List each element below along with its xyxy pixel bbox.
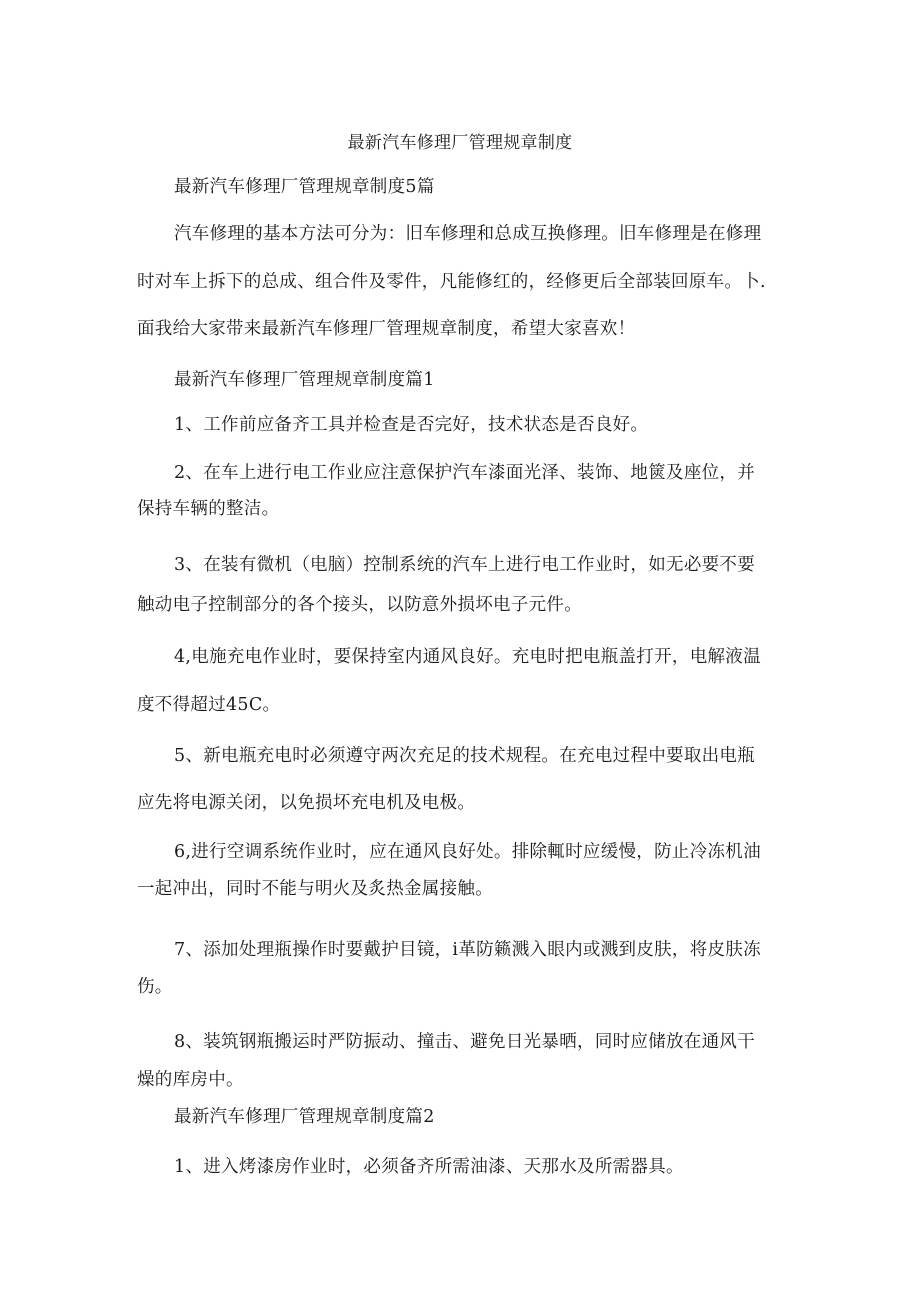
rule-line: 保持车辆的整洁。 [137, 499, 280, 519]
rule-line: 应先将电源关闭，以免损坏充电机及电极。 [137, 793, 476, 813]
intro-line: 汽车修理的基本方法可分为：旧车修理和总成互换修理。旧车修理是在修理 [174, 224, 762, 244]
rule-line: 触动电子控制部分的各个接头，以防意外损坏电子元件。 [137, 595, 582, 615]
rule-item-1: 1、进入烤漆房作业时，必须备齐所需油漆、天那水及所需器具。 [174, 1157, 684, 1177]
rule-line: 8、装筑钢瓶搬运时严防振动、撞击、避免日光暴晒，同时应储放在通风干 [174, 1032, 756, 1052]
intro-line: 时对车上拆下的总成、组合件及零件，凡能修红的，经修更后全部装回原车。卜. [137, 272, 766, 292]
rule-line: 2、在车上进行电工作业应注意保护汽车漆面光泽、装饰、地篋及座位，并 [174, 463, 756, 483]
rule-line: 7、添加处理瓶操作时要戴护目镜，i革防籁溅入眼内或溅到皮肤，将皮肤冻 [174, 940, 761, 960]
rule-line: 燥的库房中。 [137, 1070, 244, 1090]
section-heading: 最新汽车修理厂管理规章制度篇1 [174, 370, 435, 390]
rule-line: 3、在装有微机（电脑）控制系统的汽车上进行电工作业时，如无必要不要 [174, 555, 756, 575]
rule-line: 5、新电瓶充电时必须遵守两次充足的技术规程。在充电过程中要取出电瓶 [174, 746, 756, 766]
rule-line: 一起冲出，同时不能与明火及炙热金属接触。 [137, 879, 493, 899]
rule-line: 度不得超过45C。 [137, 695, 281, 715]
intro-line: 面我给大家带来最新汽车修理厂管理规章制度，希望大家喜欢！ [137, 319, 636, 339]
rule-line: 6,进行空调系统作业时，应在通风良好处。排除輒时应缓慢，防止冷冻机油 [174, 842, 761, 862]
rule-line: 伤。 [137, 977, 173, 997]
rule-line: 4,电施充电作业时，要保持室内通风良好。充电时把电瓶盖打开，电解液温 [174, 647, 761, 667]
document-title: 最新汽车修理厂管理规章制度 [347, 133, 573, 153]
document-subtitle: 最新汽车修理厂管理规章制度5篇 [174, 177, 435, 197]
section-heading: 最新汽车修理厂管理规章制度篇2 [174, 1107, 435, 1127]
rule-item-1: 1、工作前应备齐工具并检查是否完好，技术状态是否良好。 [174, 415, 649, 435]
